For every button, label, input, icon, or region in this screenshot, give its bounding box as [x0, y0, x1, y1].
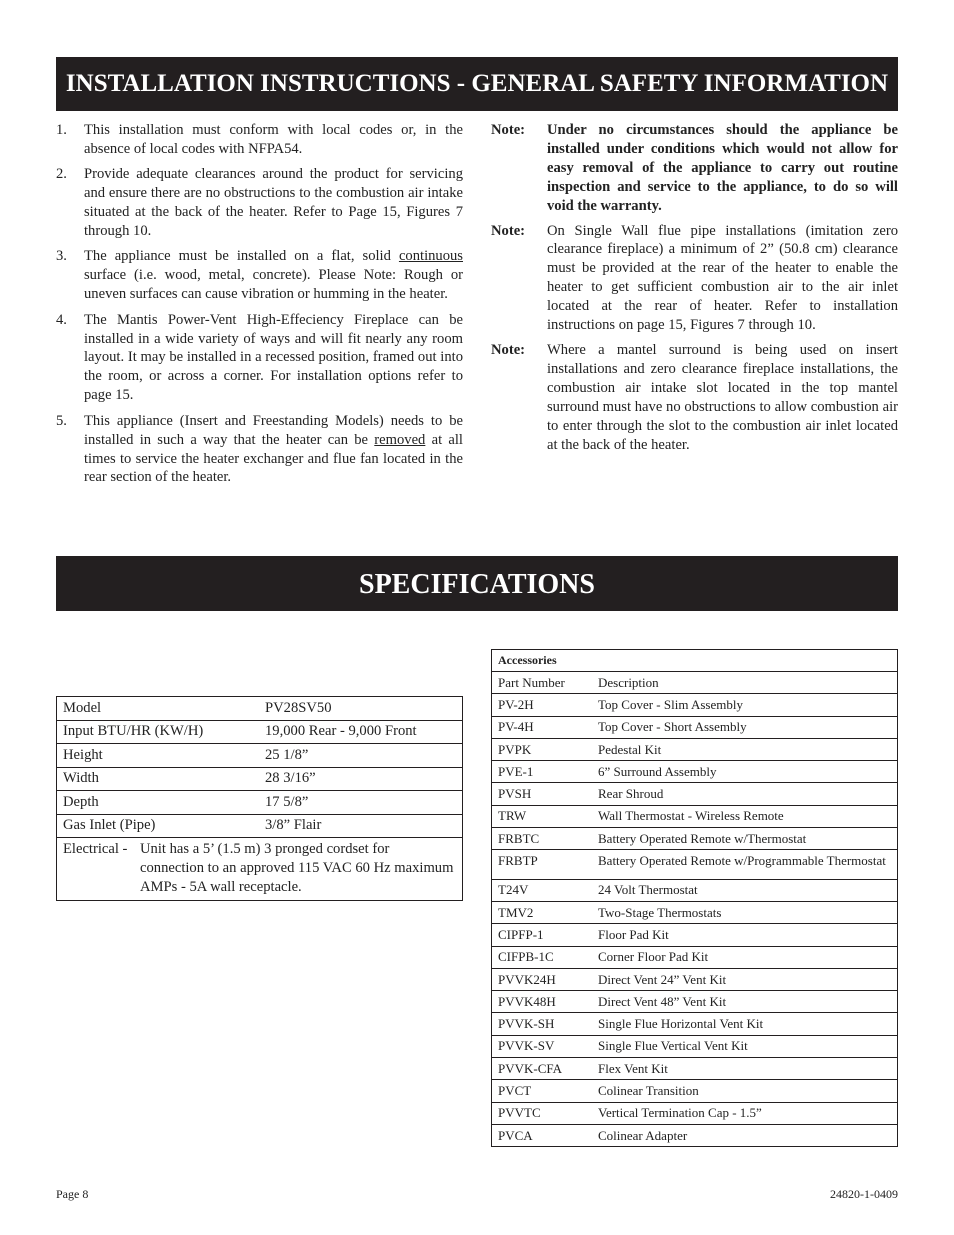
spec-value: 25 1/8” [259, 744, 463, 768]
spec-value: 17 5/8” [259, 791, 463, 815]
list-item-text: This installation must conform with local codes or, in the absence of local codes with NFPA54. [84, 122, 463, 157]
accessory-description: Floor Pad Kit [592, 924, 898, 946]
accessory-row [492, 946, 898, 968]
accessory-description: Flex Vent Kit [592, 1058, 898, 1080]
electrical-cell [57, 838, 463, 901]
accessory-row [492, 805, 898, 827]
list-item-number: 5. [56, 412, 67, 429]
accessory-part-number: PVE-1 [492, 761, 593, 783]
list-item-number: 1. [56, 122, 67, 138]
accessory-part-number: TMV2 [492, 901, 593, 923]
accessory-row [492, 1035, 898, 1057]
list-item [56, 165, 463, 241]
safety-notes [491, 121, 898, 460]
accessory-description: Top Cover - Short Assembly [592, 716, 898, 738]
spec-label: Depth [57, 791, 260, 815]
note-label: Note: [491, 222, 526, 239]
list-item-number: 2. [56, 166, 67, 183]
accessory-description: Vertical Termination Cap - 1.5” [592, 1102, 898, 1124]
spec-row [57, 814, 463, 838]
list-item-text: The appliance must be installed on a flat, solid [84, 248, 399, 265]
accessory-part-number: PVVK48H [492, 991, 593, 1013]
accessory-row [492, 828, 898, 850]
list-item-text: at all times to service the heater exchanger and flue fan located in the rear section of the heater. [84, 431, 463, 486]
accessory-description: Single Flue Horizontal Vent Kit [592, 1013, 898, 1035]
list-item [56, 311, 463, 406]
document-number: 24820-1-0409 [830, 1187, 898, 1201]
accessory-description: Battery Operated Remote w/Programmable Thermostat [592, 850, 898, 879]
list-item-text: surface (i.e. wood, metal, concrete). Please Note: Rough or uneven surfaces can cause vibration or humming in the heater. [84, 267, 463, 303]
accessory-part-number: TRW [492, 805, 593, 827]
list-item [56, 247, 463, 304]
note-label: Note: [491, 341, 526, 358]
spec-row [57, 720, 463, 744]
spec-label: Width [57, 767, 260, 791]
accessory-row [492, 716, 898, 738]
note [491, 222, 898, 335]
note [491, 121, 898, 216]
accessory-description: Pedestal Kit [592, 738, 898, 760]
note-label: Note: [491, 122, 526, 138]
accessories-title-row [492, 650, 898, 672]
accessory-row [492, 694, 898, 716]
accessory-part-number: PVCA [492, 1124, 593, 1146]
accessory-part-number: PVVK-CFA [492, 1058, 593, 1080]
page-number: Page 8 [56, 1187, 89, 1201]
accessory-row [492, 1124, 898, 1146]
accessory-row [492, 1102, 898, 1124]
electrical-wrap [63, 840, 456, 897]
accessories-header-row [492, 672, 898, 694]
accessory-row [492, 1013, 898, 1035]
specifications-table [56, 696, 463, 901]
spec-label: Input BTU/HR (KW/H) [57, 720, 260, 744]
spec-row-electrical [57, 838, 463, 901]
spec-label: Height [57, 744, 260, 768]
accessory-part-number: CIFPB-1C [492, 946, 593, 968]
accessory-part-number: PVVK-SH [492, 1013, 593, 1035]
accessory-row [492, 991, 898, 1013]
spec-value: PV28SV50 [259, 697, 463, 721]
accessory-description: Rear Shroud [592, 783, 898, 805]
spec-row [57, 744, 463, 768]
note-text: Under no circumstances should the appliance be installed under conditions which would not allow for easy removal of the appliance to carry out routine inspection and service to the appliance, to do so will void the warranty. [547, 122, 898, 214]
list-item [56, 412, 463, 488]
specifications-banner: SPECIFICATIONS [56, 556, 898, 611]
safety-section-banner: INSTALLATION INSTRUCTIONS - GENERAL SAFETY INFORMATION [56, 57, 898, 111]
accessory-part-number: T24V [492, 879, 593, 901]
accessory-part-number: PVCT [492, 1080, 593, 1102]
accessory-row [492, 850, 898, 879]
accessory-row [492, 761, 898, 783]
safety-instructions-list [56, 121, 463, 494]
list-item-text: Provide adequate clearances around the product for servicing and ensure there are no obstructions to the combustion air intake situated at the back of the heater. Refer to Page 15, Figures 7 through 10. [84, 166, 463, 240]
accessory-row [492, 879, 898, 901]
accessory-row [492, 901, 898, 923]
accessory-description: Top Cover - Slim Assembly [592, 694, 898, 716]
part-number-header: Part Number [492, 672, 593, 694]
list-item-number: 4. [56, 311, 67, 328]
accessory-row [492, 783, 898, 805]
accessory-row [492, 924, 898, 946]
accessory-description: 6” Surround Assembly [592, 761, 898, 783]
accessories-title: Accessories [492, 650, 898, 672]
accessories-table [491, 649, 898, 1147]
accessory-description: Colinear Adapter [592, 1124, 898, 1146]
spec-row [57, 767, 463, 791]
list-item-text: The Mantis Power-Vent High-Effeciency Fireplace can be installed in a wide variety of ways and will fit nearly any room layout. It may be installed in a recessed position, framed out into the room, or across a corner. For installation options refer to page 15. [84, 311, 463, 404]
accessory-part-number: PVVK24H [492, 968, 593, 990]
spec-value: 3/8” Flair [259, 814, 463, 838]
description-header: Description [592, 672, 898, 694]
accessory-description: Corner Floor Pad Kit [592, 946, 898, 968]
accessory-row [492, 738, 898, 760]
accessory-row [492, 1080, 898, 1102]
accessory-row [492, 968, 898, 990]
spec-value: 19,000 Rear - 9,000 Front [259, 720, 463, 744]
note-text: On Single Wall flue pipe installations (imitation zero clearance fireplace) a minimum of 2” (50.8 cm) clearance must be provided at the rear of the heater to enable the heater to get sufficient combustion air to the air inlet located at the rear of heater. Refer to installation instructions on page 15, Figures 7 through 10. [547, 222, 898, 334]
note-text: Where a mantel surround is being used on insert installations and zero clearance fireplace installations, the combustion air intake slot located in the top mantel surround must have no obstructions to allow combustion air to enter through the slot to the combustion air inlet located at the back of the heater. [547, 341, 898, 453]
spec-row [57, 697, 463, 721]
spec-label: Model [57, 697, 260, 721]
accessory-description: Battery Operated Remote w/Thermostat [592, 828, 898, 850]
accessory-description: Direct Vent 24” Vent Kit [592, 968, 898, 990]
accessory-row [492, 1058, 898, 1080]
spec-value: 28 3/16” [259, 767, 463, 791]
accessory-description: Wall Thermostat - Wireless Remote [592, 805, 898, 827]
electrical-text: Unit has a 5’ (1.5 m) 3 pronged cordset for connection to an approved 115 VAC 60 Hz maximum AMPs - 5A wall receptacle. [140, 841, 454, 895]
accessory-part-number: FRBTC [492, 828, 593, 850]
note [491, 341, 898, 454]
accessory-description: Single Flue Vertical Vent Kit [592, 1035, 898, 1057]
accessory-part-number: PV-2H [492, 694, 593, 716]
accessory-part-number: PVVTC [492, 1102, 593, 1124]
accessory-part-number: PVVK-SV [492, 1035, 593, 1057]
accessory-description: Colinear Transition [592, 1080, 898, 1102]
spec-row [57, 791, 463, 815]
spec-label: Gas Inlet (Pipe) [57, 814, 260, 838]
accessory-part-number: PVSH [492, 783, 593, 805]
list-item-number: 3. [56, 248, 67, 265]
list-item [56, 121, 463, 159]
accessory-description: Two-Stage Thermostats [592, 901, 898, 923]
underlined-text: continuous [398, 248, 463, 265]
accessory-description: Direct Vent 48” Vent Kit [592, 991, 898, 1013]
accessory-part-number: CIPFP-1 [492, 924, 593, 946]
accessory-description: 24 Volt Thermostat [592, 879, 898, 901]
accessory-part-number: PV-4H [492, 716, 593, 738]
electrical-label: Electrical - [63, 841, 128, 857]
underlined-text: removed [374, 431, 426, 448]
list-item-text: This appliance (Insert and Freestanding Models) needs to be installed in such a way that the heater can be [84, 412, 463, 448]
accessory-part-number: PVPK [492, 738, 593, 760]
accessory-part-number: FRBTP [492, 850, 593, 879]
